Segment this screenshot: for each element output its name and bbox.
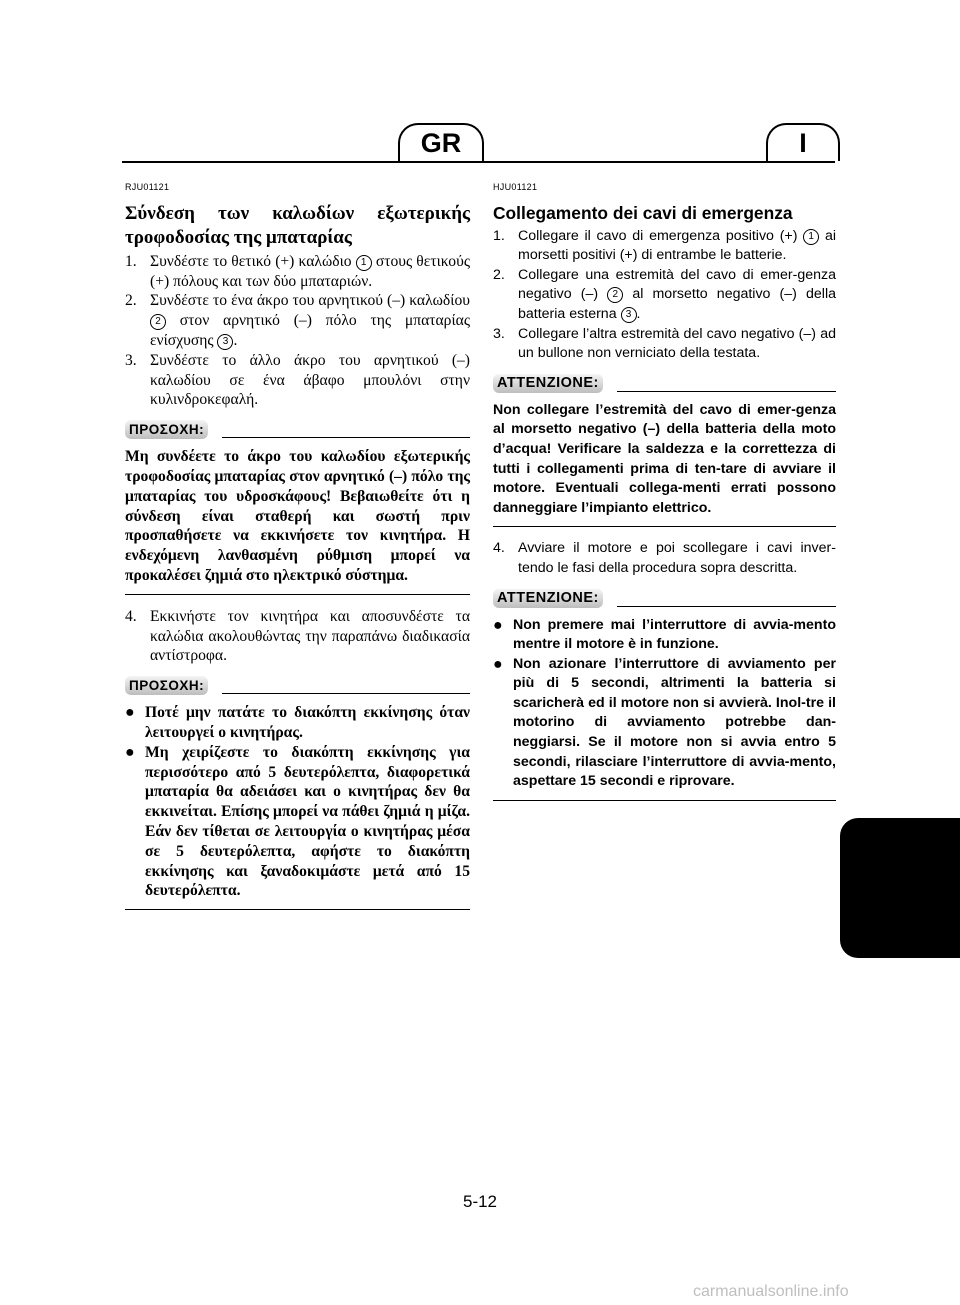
greek-column (125, 178, 470, 922)
caution-rule (222, 437, 470, 438)
caution-bullet (493, 655, 836, 792)
step-text-part: Συνδέστε το ένα άκρο του αρνητικού (–) καλωδίου (150, 292, 470, 310)
step-text-part: στον αρνητικό (–) πόλο της μπαταρίας ενίσχυσης (150, 312, 470, 349)
caution-bullet (125, 703, 470, 743)
step-number: 3. (493, 325, 505, 342)
step-text (518, 266, 836, 325)
caution-end-rule (125, 594, 470, 595)
caution-bullet (493, 616, 836, 655)
step-2 (125, 291, 470, 350)
bullet-icon: ● (493, 655, 503, 673)
step-text-part: . (233, 331, 238, 349)
callout-number: 1 (803, 229, 819, 245)
step-text (518, 227, 836, 266)
step-number: 4. (125, 607, 137, 625)
step-text: Collegare l’altra estremità del cavo negativo (–) ad un bullone non verniciato della testata. (518, 325, 836, 362)
step-2 (493, 266, 836, 325)
step-text-part: Συνδέστε το θετικό (+) καλώδιο (150, 252, 356, 270)
bullet-icon: ● (125, 743, 135, 761)
caution-header (493, 589, 836, 608)
step-text (150, 291, 470, 350)
bullet-icon: ● (125, 704, 135, 722)
step-4 (125, 607, 470, 666)
step-text-part: Collegare il cavo di emergenza positivo (+) (518, 227, 804, 244)
step-number: 2. (125, 292, 137, 310)
italian-column (493, 178, 836, 813)
caution-header (125, 676, 470, 695)
caution-label: ATTENZIONE: (493, 374, 603, 393)
caution-rule (617, 391, 836, 392)
section-code: RJU01121 (125, 182, 170, 192)
caution-label: ΠΡΟΣΟΧΗ: (125, 420, 208, 439)
caution-text: Non collegare l’estremità del cavo di emer-genza al morsetto negativo (–) della batteria della moto d’acqua! Verificare la saldezza e la correttezza di tutti i collegamenti prima di ten-tare di avviare il motore. Eventuali collega-menti errati possono danneggiare l’impianto elettrico. (493, 401, 836, 516)
step-number: 3. (125, 351, 137, 369)
step-4 (493, 539, 836, 578)
caution-label: ΠΡΟΣΟΧΗ: (125, 676, 208, 695)
step-number: 2. (493, 266, 505, 283)
callout-number: 3 (621, 307, 637, 323)
step-3 (125, 351, 470, 410)
caution-label: ATTENZIONE: (493, 589, 603, 608)
callout-number: 1 (356, 255, 372, 271)
step-number: 1. (493, 227, 505, 244)
step-number: 4. (493, 540, 505, 557)
language-label-italian: I (766, 123, 840, 161)
bullet-text: Non premere mai l’interruttore di avvia-mento mentre il motore è in funzione. (513, 616, 836, 653)
header-rule (122, 161, 835, 163)
caution-rule (617, 606, 836, 607)
section-code: HJU01121 (493, 182, 538, 192)
step-1 (125, 252, 470, 292)
watermark[interactable]: carmanualsonline.info (693, 1283, 849, 1300)
bullet-text: Non azionare l’interruttore di avviamento per più di 5 secondi, altrimenti la batteria si scaricherà ed il motore non si avvierà. Inol-tre il motorino di avviamento potrebbe dan-neggiarsi. Se il motore non si avvia entro 5 secondi, rilasciare l’interruttore di avvia-mento, aspettare 15 secondi e riprovare. (513, 655, 836, 790)
section-title: Collegamento dei cavi di emergenza (493, 202, 793, 223)
bullet-text: Μη χειρίζεστε το διακόπτη εκκίνησης για περισσότερο από 5 δευτερόλεπτα, διαφορετικά μπαταρία θα αδειάσει και ο κινητήρας δεν θα εκκινείται. Επίσης μπορεί να πάθει ζημιά η μίζα. Εάν δεν τίθεται σε λειτουργία ο κινητήρας μέσα σε 5 δευτερόλεπτα, αφήστε το διακόπτη εκκίνησης και ξαναδοκιμάστε μετά από 15 δευτερόλεπτα. (145, 743, 470, 900)
callout-number: 2 (607, 287, 623, 303)
step-text-part: al morsetto negativo (–) della batteria esterna (518, 286, 836, 322)
step-text-part: ai morsetti positivi (+) di entrambe le batterie. (518, 227, 837, 264)
caution-end-rule (493, 800, 836, 801)
step-3 (493, 325, 836, 364)
step-text: Εκκινήστε τον κινητήρα και αποσυνδέστε τα καλώδια ακολουθώντας την παραπάνω διαδικασία αντίστροφα. (150, 607, 470, 665)
bullet-icon: ● (493, 616, 503, 634)
callout-number: 2 (150, 314, 166, 330)
step-text-part: στους θετικούς (+) πόλους και των δύο μπαταριών. (150, 252, 470, 290)
caution-end-rule (493, 526, 836, 527)
caution-rule (222, 693, 470, 694)
bullet-text: Ποτέ μην πατάτε το διακόπτη εκκίνησης όταν λειτουργεί ο κινητήρας. (145, 704, 470, 741)
section-title: Σύνδεση των καλωδίων εξωτερικής τροφοδοσίας της μπαταρίας (125, 202, 470, 248)
page-number: 5-12 (462, 1192, 498, 1211)
caution-header (125, 420, 470, 439)
step-text-part: Collegare una estremità del cavo di emer-genza negativo (–) (518, 266, 836, 303)
caution-text: Μη συνδέετε το άκρο του καλωδίου εξωτερικής τροφοδοσίας μπαταρίας στον αρνητικό (–) πόλο της μπαταρίας του υδροσκάφους! Βεβαιωθείτε ότι η σύνδεση είναι σταθερή και σωστή πριν προσπαθήσετε να εκκινήσετε τον κινητήρα. Η ενδεχόμενη λανθασμένη ρύθμιση μπορεί να προκαλέσει ζημιά στο ηλεκτρικό σύστημα. (125, 448, 470, 584)
caution-bullet (125, 743, 470, 901)
step-text (150, 252, 470, 292)
step-text: Avviare il motore e poi scollegare i cavi inver-tendo le fasi della procedura sopra descritta. (518, 540, 836, 576)
caution-end-rule (125, 909, 470, 910)
language-label-greek: GR (398, 123, 484, 161)
step-1 (493, 227, 836, 266)
caution-header (493, 374, 836, 393)
step-text: Συνδέστε το άλλο άκρο του αρνητικού (–) καλωδίου σε ένα άβαφο μπουλόνι στην κυλινδροκεφαλή. (150, 351, 470, 409)
step-number: 1. (125, 252, 137, 270)
chapter-tab-marker (840, 818, 960, 958)
callout-number: 3 (217, 334, 233, 350)
step-text-part: . (636, 305, 641, 322)
